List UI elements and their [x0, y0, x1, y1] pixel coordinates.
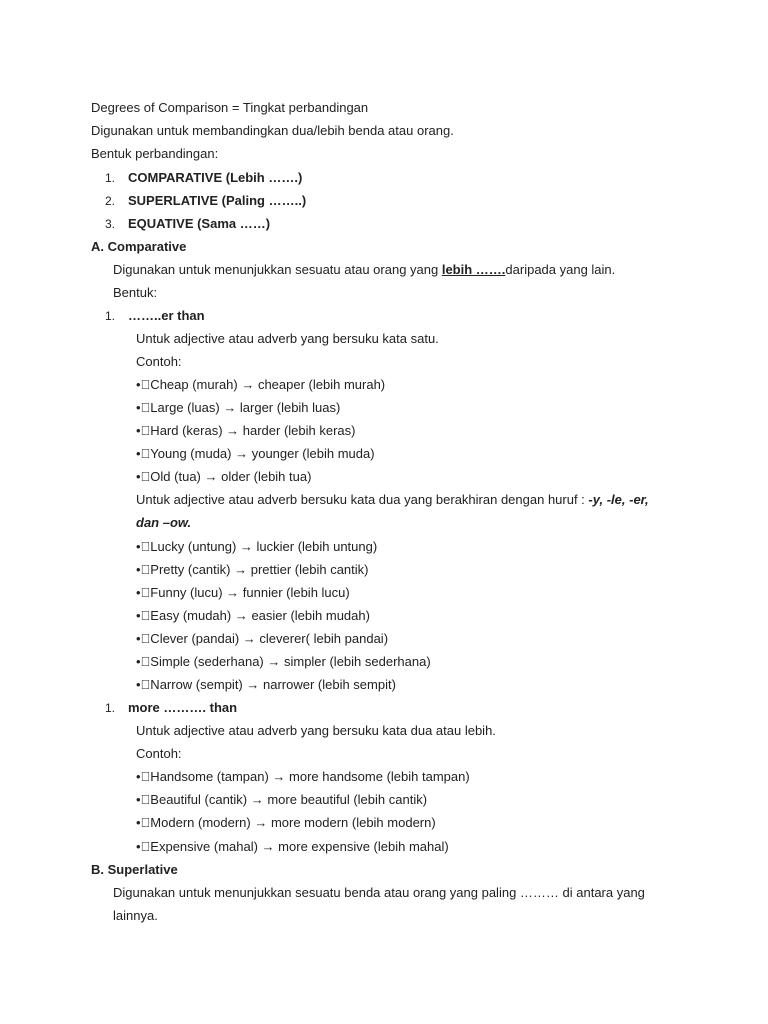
list-item: • Large (luas) → larger (lebih luas)	[136, 400, 335, 415]
section-heading-superlative: B. Superlative	[91, 862, 178, 877]
list-item: • Expensive (mahal) → more expensive (lebih mahal)	[136, 839, 443, 854]
rule2-dan: dan	[136, 515, 160, 530]
list-item: • Beautiful (cantik) → more beautiful (lebih cantik)	[136, 792, 421, 807]
list-item: • Handsome (tampan) → more handsome (lebih tampan)	[136, 769, 464, 784]
rule2-text: Untuk adjective atau adverb bersuku kata dua yang berakhiran dengan huruf :	[136, 492, 589, 507]
list-item: • Funny (lucu) → funnier (lebih lucu)	[136, 585, 344, 600]
list-number: 1.	[105, 309, 116, 323]
rule2-suffixes: -y, -le, -er,	[588, 492, 649, 507]
er-rule-two-syllable-cont	[136, 515, 191, 531]
list-item: • Easy (mudah) → easier (lebih mudah)	[136, 608, 364, 623]
list-item: • Old (tua) → older (lebih tua)	[136, 469, 306, 484]
desc-after: daripada yang lain.	[505, 262, 616, 277]
contoh-label: Contoh:	[136, 354, 182, 369]
list-item: • Modern (modern) → more modern (lebih modern)	[136, 815, 430, 830]
list-number: 1.	[105, 171, 116, 185]
form-equative: EQUATIVE (Sama ……)	[128, 216, 271, 231]
er-than-title: ……..er than	[128, 308, 205, 323]
forms-label: Bentuk perbandingan:	[91, 146, 219, 161]
list-item: • Lucky (untung) → luckier (lebih untung)	[136, 539, 372, 554]
more-rule: Untuk adjective atau adverb yang bersuku kata dua atau lebih.	[136, 723, 496, 738]
list-item: • Cheap (murah) → cheaper (lebih murah)	[136, 377, 379, 392]
intro-description: Digunakan untuk membandingkan dua/lebih benda atau orang.	[91, 123, 454, 138]
more-than-title: more ………. than	[128, 700, 238, 715]
desc-before: Digunakan untuk menunjukkan sesuatu atau orang yang	[113, 262, 442, 277]
list-number: 3.	[105, 217, 116, 231]
document-title: Degrees of Comparison = Tingkat perbandingan	[91, 100, 369, 115]
er-rule-one-syllable: Untuk adjective atau adverb yang bersuku kata satu.	[136, 331, 439, 346]
superlative-description: Digunakan untuk menunjukkan sesuatu benda atau orang yang paling ……… di antara yang	[113, 885, 645, 900]
list-item: • Clever (pandai) → cleverer( lebih pandai)	[136, 631, 382, 646]
list-item: • Narrow (sempit) → narrower (lebih sempit)	[136, 677, 390, 692]
list-item: • Young (muda) → younger (lebih muda)	[136, 446, 369, 461]
list-number: 2.	[105, 194, 116, 208]
er-rule-two-syllable	[136, 492, 649, 508]
bentuk-label: Bentuk:	[113, 285, 158, 300]
form-comparative: COMPARATIVE (Lebih …….)	[128, 170, 303, 185]
contoh-label: Contoh:	[136, 746, 182, 761]
list-item: • Pretty (cantik) → prettier (lebih cantik)	[136, 562, 363, 577]
desc-emphasis: lebih …….	[441, 262, 506, 277]
form-superlative: SUPERLATIVE (Paling ……..)	[128, 193, 307, 208]
list-number: 1.	[105, 701, 116, 715]
list-item: • Simple (sederhana) → simpler (lebih sederhana)	[136, 654, 425, 669]
section-heading-comparative: A. Comparative	[91, 239, 187, 254]
superlative-description-cont: lainnya.	[113, 908, 158, 923]
list-item: • Hard (keras) → harder (lebih keras)	[136, 423, 350, 438]
rule2-ow: –ow.	[159, 515, 192, 530]
comparative-description	[113, 262, 615, 278]
